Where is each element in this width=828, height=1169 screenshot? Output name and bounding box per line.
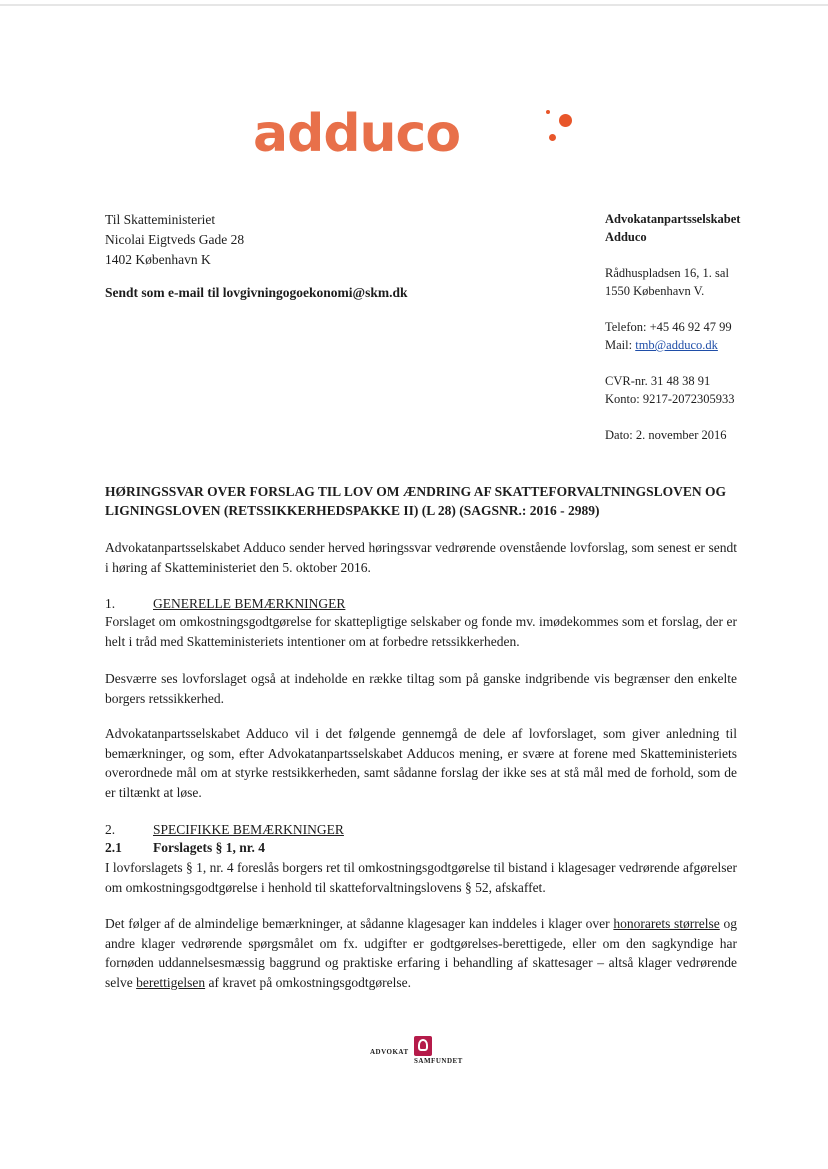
advokatsamfundet-emblem-icon — [414, 1036, 432, 1056]
intro-paragraph: Advokatanpartsselskabet Adduco sender herved høringssvar vedrørende ovenstående lovforslag, som senest er sendt i høring af Skatteministeriet den 5. oktober 2016. — [105, 540, 737, 575]
section-1-paragraph: Forslaget om omkostningsgodtgørelse for skattepligtige selskaber og fonde mv. imødekommes som et forslag, der er helt i tråd med Skatteministeriets intentioner om at forbedre retssikkerheden. — [105, 614, 737, 649]
recipient-address — [105, 210, 244, 270]
page-top-edge — [0, 4, 828, 6]
sender-address: 1550 København V. — [605, 284, 705, 298]
recipient-line: Nicolai Eigtveds Gade 28 — [105, 232, 245, 247]
sender-name: Adduco — [605, 230, 647, 244]
logo-dot-large — [559, 114, 572, 127]
section-1-paragraph: Desværre ses lovforslaget også at indeholde en række tiltag som på ganske indgribende vis begrænser den enkelte borgers retssikkerhed. — [105, 671, 737, 706]
sender-block — [605, 210, 740, 444]
section-1-paragraph: Advokatanpartsselskabet Adduco vil i det følgende gennemgå de dele af lovforslaget, som giver anledning til bemærkninger, og som, efter Advokatanpartsselskabet Adducos mening, er svære at forene med Skatteministeriets overordnede mål om at styrke restsikkerheden, samt sådanne forslag der ikke ses at stå mål med de forhold, som de er tiltænkt at løse. — [105, 726, 737, 800]
section-2-paragraph: Det følger af de almindelige bemærkninger, at sådanne klagesager kan inddeles i klager over honorarets størrelse og andre klager vedrørende spørgsmålet om fx. udgifter er godtgørelses-berettigede, eller om den sagkyndige har fornøden uddannelsesmæssig baggrund og praktiske erfaring i behandling af skattesager – altså klager vedrørende selve berettigelsen af kravet på omkostningsgodtgørelse. — [105, 916, 738, 990]
logo-wordmark: adduco — [253, 104, 461, 164]
section-2-1-heading: 2.1 Forslagets § 1, nr. 4 — [105, 840, 265, 855]
section-2-heading: 2. SPECIFIKKE BEMÆRKNINGER — [105, 822, 344, 837]
section-1-heading: 1. GENERELLE BEMÆRKNINGER — [105, 596, 346, 611]
sender-address: Rådhuspladsen 16, 1. sal — [605, 266, 729, 280]
letter-date: Dato: 2. november 2016 — [605, 428, 727, 442]
sender-cvr: CVR-nr. 31 48 38 91 — [605, 374, 711, 388]
sender-mail-link[interactable]: tmb@adduco.dk — [635, 338, 718, 352]
sent-via-email: Sendt som e-mail til lovgivningogoekonomi@skm.dk — [105, 285, 408, 300]
document-title: HØRINGSSVAR OVER FORSLAG TIL LOV OM ÆNDRING AF SKATTEFORVALTNINGSLOVEN OG LIGNINGSLOVEN (RETSSIKKERHEDSPAKKE II) (L 28) (SAGSNR.: 2016 - 2989) — [105, 484, 727, 518]
adduco-logo — [253, 104, 583, 178]
logo-dot-small — [546, 110, 550, 114]
sender-account: Konto: 9217-2072305933 — [605, 392, 735, 406]
recipient-line: 1402 København K — [105, 252, 211, 267]
sender-phone: Telefon: +45 46 92 47 99 — [605, 320, 732, 334]
recipient-line: Til Skatteministeriet — [105, 212, 216, 227]
advokatsamfundet-logo: ADVOKAT SAMFUNDET — [370, 1036, 480, 1066]
section-2-paragraph: I lovforslagets § 1, nr. 4 foreslås borgers ret til omkostningsgodtgørelse til bistand i klagesager vedrørende afgørelser om omkostningsgodtgørelse i henhold til skatteforvaltningslovens § 52, afskaffet. — [105, 860, 737, 895]
logo-dot-medium — [549, 134, 556, 141]
sender-name: Advokatanpartsselskabet — [605, 212, 741, 226]
sender-mail-row: Mail: tmb@adduco.dk — [605, 338, 718, 352]
